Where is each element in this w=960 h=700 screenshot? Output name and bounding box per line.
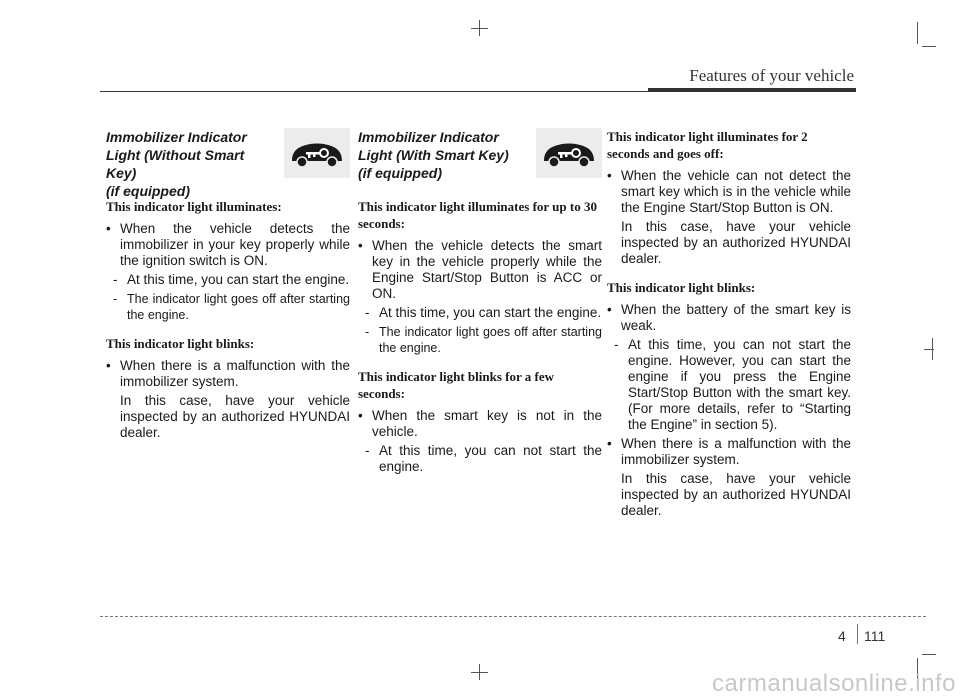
immobilizer-indicator-badge	[536, 128, 602, 178]
dash-item	[106, 272, 350, 288]
section-title	[358, 128, 528, 182]
paragraph: In this case, have your vehicle inspected by an authorized HYUNDAI dealer.	[120, 393, 350, 440]
bullet-text: When the vehicle can not detect the smart key which is in the vehicle while the Engine Start/Stop Button is ON.	[621, 168, 851, 215]
crop-mark	[922, 654, 936, 655]
section-title-line: Light (Without Smart Key)	[106, 147, 245, 181]
bullet-item	[607, 302, 851, 334]
column-with-smart-key	[358, 128, 602, 478]
page-header-title: Features of your vehicle	[689, 66, 854, 85]
dash-mark: -	[113, 292, 118, 306]
bullet-item	[106, 358, 350, 390]
bullet-mark: •	[607, 436, 612, 451]
dash-mark: -	[365, 443, 370, 458]
dash-mark: -	[365, 305, 370, 320]
dash-mark: -	[113, 272, 118, 287]
bullet-item	[358, 238, 602, 302]
subheading: This indicator light blinks:	[106, 336, 255, 351]
subheading: This indicator light illuminates for 2 seconds and goes off:	[607, 129, 808, 161]
crop-mark	[917, 22, 918, 44]
dash-item	[358, 305, 602, 321]
bullet-mark: •	[358, 238, 363, 253]
bullet-mark: •	[358, 408, 363, 423]
immobilizer-indicator-badge	[284, 128, 350, 178]
dash-item	[358, 324, 602, 356]
dash-item	[607, 337, 851, 433]
section-title-line: Immobilizer Indicator	[358, 129, 499, 145]
immobilizer-key-car-icon	[540, 137, 598, 169]
section-title-line: Immobilizer Indicator	[106, 129, 247, 145]
dash-text: At this time, you can start the engine.	[127, 272, 350, 287]
subheading: This indicator light blinks for a few seconds:	[358, 369, 554, 401]
bullet-mark: •	[607, 168, 612, 183]
dash-item	[106, 291, 350, 323]
bullet-text: When the vehicle detects the immobilizer in your key properly while the ignition switch is ON.	[120, 221, 350, 268]
page-number: 111	[864, 628, 886, 644]
bullet-text: When the smart key is not in the vehicle.	[372, 408, 602, 439]
section-number: 4	[838, 628, 846, 644]
dash-text: The indicator light goes off after starting the engine.	[379, 325, 602, 355]
bullet-mark: •	[106, 221, 111, 236]
crop-mark	[922, 46, 936, 47]
header-rule	[100, 91, 648, 92]
bullet-item	[106, 221, 350, 269]
column-smart-key-continued	[607, 128, 851, 522]
section-heading-block	[106, 128, 350, 198]
immobilizer-key-car-icon	[288, 137, 346, 169]
column-without-smart-key	[106, 128, 350, 444]
bullet-item	[358, 408, 602, 440]
page-number-separator	[857, 624, 858, 644]
subheading: This indicator light blinks:	[607, 280, 756, 295]
dash-text: At this time, you can not start the engine.	[379, 443, 602, 474]
watermark: carmanualsonline.info	[712, 670, 956, 697]
bullet-text: When there is a malfunction with the immobilizer system.	[621, 436, 851, 467]
header-rule-accent	[648, 88, 856, 92]
paragraph: In this case, have your vehicle inspected by an authorized HYUNDAI dealer.	[621, 471, 851, 518]
bullet-text: When the battery of the smart key is weak.	[621, 302, 851, 333]
section-title-line: (if equipped)	[106, 183, 190, 199]
footer-rule	[100, 616, 926, 617]
crop-mark	[924, 349, 934, 350]
dash-mark: -	[365, 325, 370, 339]
dash-mark: -	[614, 337, 619, 352]
bullet-item	[607, 436, 851, 468]
crop-mark	[471, 672, 488, 673]
dash-text: The indicator light goes off after starting the engine.	[127, 292, 350, 322]
section-title	[106, 128, 276, 200]
paragraph: In this case, have your vehicle inspected by an authorized HYUNDAI dealer.	[621, 219, 851, 266]
dash-item	[358, 443, 602, 475]
dash-text: At this time, you can not start the engine. However, you can start the engine if you press the Engine Start/Stop Button with the smart key. (For more details, refer to “Starting the Engine” in section 5).	[628, 337, 851, 432]
bullet-item	[607, 168, 851, 216]
bullet-text: When the vehicle detects the smart key in the vehicle properly while the Engine Start/Stop Button is ACC or ON.	[372, 238, 602, 301]
dash-text: At this time, you can start the engine.	[379, 305, 602, 320]
bullet-text: When there is a malfunction with the immobilizer system.	[120, 358, 350, 389]
crop-mark	[471, 28, 488, 29]
subheading: This indicator light illuminates:	[106, 199, 282, 214]
bullet-mark: •	[106, 358, 111, 373]
bullet-mark: •	[607, 302, 612, 317]
subheading: This indicator light illuminates for up to 30 seconds:	[358, 199, 597, 231]
section-title-line: (if equipped)	[358, 165, 442, 181]
section-title-line: Light (With Smart Key)	[358, 147, 509, 163]
section-heading-block	[358, 128, 602, 198]
